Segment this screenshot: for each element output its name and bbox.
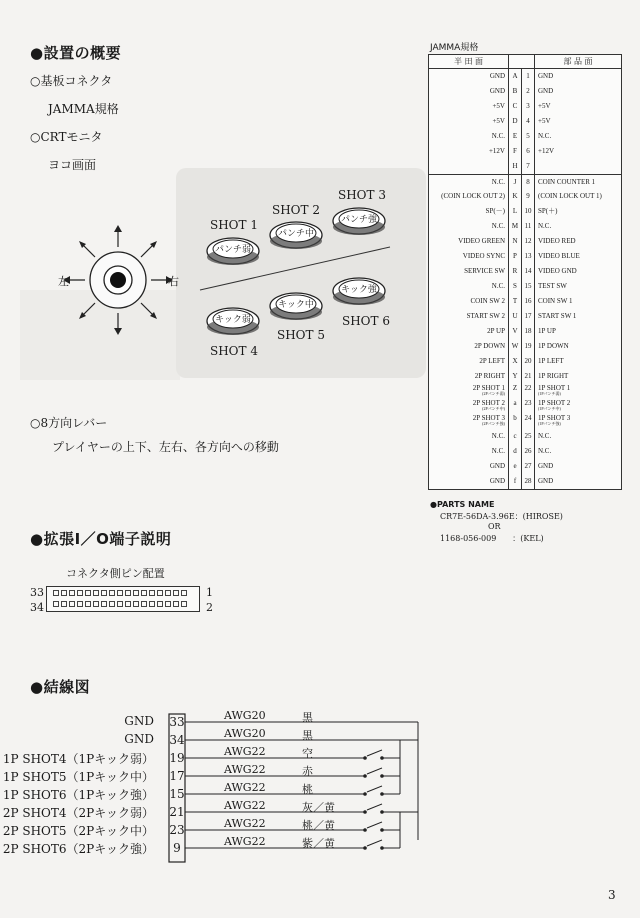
connector-pin [173,601,179,607]
expansion-connector-icon [46,586,200,612]
solder-side-pin: D [508,114,521,129]
shot1-label: SHOT 1 [210,218,258,232]
wiring-pin-number: 34 [169,733,185,747]
solder-side-signal: GND [489,72,505,80]
parts-side-signal: GND [538,87,554,95]
solder-side-pin: a [508,399,521,414]
solder-side-pin: V [508,324,521,339]
wiring-pin-number: 19 [169,751,185,765]
page-number: 3 [608,888,616,902]
parts-side-signal: GND [538,72,554,80]
parts-side-pin: 10 [521,204,535,219]
jamma-row [429,354,621,369]
solder-side-pin: E [508,129,521,144]
parts-side-pin: 9 [521,189,535,204]
wiring-signal-label: 2P SHOT5（2Pキック中） [2,824,154,838]
solder-side-signal: +5V [492,117,505,125]
connector-pin [141,601,147,607]
connector-pin [109,590,115,596]
shot4-label: SHOT 4 [210,344,258,358]
solder-side-pin: X [508,354,521,369]
connector-pin [85,590,91,596]
connector-pin [181,590,187,596]
parts-side-signal: VIDEO RED [538,237,576,245]
wiring-awg: AWG22 [224,745,266,758]
connector-pin [77,590,83,596]
jamma-row [429,309,621,324]
shot5-label: SHOT 5 [277,328,325,342]
connector-pin [61,601,67,607]
connector-pin [157,601,163,607]
connector-pin [61,590,67,596]
parts-side-pin: 22 [521,384,535,399]
connector-pin [69,601,75,607]
jamma-row [429,399,621,414]
lever-left-label: 左 [58,275,69,288]
connector-pin [181,601,187,607]
wiring-awg: AWG22 [224,763,266,776]
parts-side-signal: 1P RIGHT [538,372,569,380]
parts-side-pin: 8 [521,175,535,189]
parts-side-pin: 5 [521,129,535,144]
connector-pin [93,601,99,607]
solder-side-pin: T [508,294,521,309]
parts-side-pin: 13 [521,249,535,264]
parts-side-pin: 14 [521,264,535,279]
crt-value: ヨコ画面 [48,158,97,172]
solder-side-signal: N.C. [491,132,505,140]
connector-pin [125,590,131,596]
jamma-row [429,459,621,474]
wiring-signal-label: GND [124,732,154,746]
solder-side-pin: b [508,414,521,429]
jamma-pinout-table [428,54,622,490]
solder-side-signal: (COIN LOCK OUT 2) [441,192,505,200]
parts-side-pin: 11 [521,219,535,234]
pin-33-label: 33 [30,586,44,599]
jamma-row [429,144,621,159]
parts-side-signal: 1P LEFT [538,357,564,365]
lever-right-label: 右 [168,275,179,288]
shot4-cap: キック弱 [215,315,251,325]
connector-pin [69,590,75,596]
lever-label: ○8方向レバー [30,416,108,430]
parts-side-pin: 17 [521,309,535,324]
parts-side-pin: 15 [521,279,535,294]
solder-side-pin: K [508,189,521,204]
parts-side-signal: +5V [538,102,551,110]
parts-side-signal: +12V [538,147,555,155]
jamma-row [429,234,621,249]
solder-side-signal: GND [489,477,505,485]
jamma-row [429,324,621,339]
jamma-row [429,69,621,84]
solder-side-pin: H [508,159,521,174]
jamma-row [429,129,621,144]
parts-side-pin: 7 [521,159,535,174]
parts-side-pin: 6 [521,144,535,159]
connector-pin [149,601,155,607]
wiring-color: 空 [302,747,313,760]
parts-line1: CR7E-56DA-3.96E：(HIROSE) [440,512,563,521]
parts-side-signal: SP(＋) [538,207,558,215]
solder-side-pin: Y [508,369,521,384]
parts-side-signal: COIN SW 1 [538,297,573,305]
connector-pin [85,601,91,607]
connector-pin [101,590,107,596]
solder-side-signal: 2P UP [487,327,505,335]
solder-side-signal: VIDEO GREEN [458,237,505,245]
solder-side-pin: F [508,144,521,159]
parts-side-pin: 2 [521,84,535,99]
connector-pin [141,590,147,596]
header-parts-side: 部 品 面 [563,57,593,66]
wiring-signal-label: GND [124,714,154,728]
wiring-signal-label: 2P SHOT6（2Pキック強） [2,842,154,856]
jamma-row [429,99,621,114]
connector-pin [133,601,139,607]
parts-side-signal: N.C. [538,132,552,140]
crt-label: ○CRTモニタ [30,130,103,144]
solder-side-pin: e [508,459,521,474]
solder-side-pin: f [508,474,521,489]
solder-side-pin: P [508,249,521,264]
wiring-signal-label: 1P SHOT6（1Pキック強） [2,788,154,802]
jamma-row [429,339,621,354]
header-solder-side: 半 田 面 [453,57,484,66]
connector-pin [125,601,131,607]
wiring-pin-number: 15 [169,787,185,801]
wiring-pin-number: 33 [169,715,185,729]
jamma-row [429,219,621,234]
shot2-label: SHOT 2 [272,203,320,217]
joystick-icon [63,225,173,335]
jamma-row [429,384,621,399]
jamma-row [429,279,621,294]
parts-side-pin: 19 [521,339,535,354]
solder-side-pin: Z [508,384,521,399]
parts-side-pin: 25 [521,429,535,444]
parts-side-pin: 4 [521,114,535,129]
wiring-signal-label: 1P SHOT4（1Pキック弱） [2,752,154,766]
parts-side-signal [535,159,621,174]
parts-side-pin: 27 [521,459,535,474]
jamma-row [429,159,621,174]
parts-side-signal: 1P DOWN [538,342,569,350]
shot1-cap: パンチ弱 [214,245,251,255]
wiring-pin-number: 21 [169,805,185,819]
jamma-row [429,264,621,279]
solder-side-signal: +12V [488,147,505,155]
solder-side-pin: c [508,429,521,444]
wiring-pin-number: 23 [169,823,185,837]
connector-pin [157,590,163,596]
parts-side-signal: GND [538,462,554,470]
solder-side-signal: 2P LEFT [479,357,505,365]
solder-side-signal: N.C. [491,222,505,230]
wiring-awg: AWG22 [224,781,266,794]
solder-side-pin: U [508,309,521,324]
parts-side-signal: START SW 1 [538,312,577,320]
connector-pin [77,601,83,607]
connector-pin [117,601,123,607]
solder-side-pin: A [508,69,521,84]
lever-description: プレイヤーの上下、左右、各方向への移動 [52,440,279,454]
section-title-wiring: ●結線図 [30,678,91,696]
wiring-awg: AWG22 [224,817,266,830]
section-title-expansion-io: ●拡張I／O端子説明 [30,530,172,548]
solder-side-pin: B [508,84,521,99]
parts-name-title: ●PARTS NAME [430,500,495,509]
jamma-row [429,114,621,129]
wiring-awg: AWG20 [224,709,266,722]
parts-side-pin: 18 [521,324,535,339]
jamma-row [429,294,621,309]
wiring-pin-number: 9 [173,841,181,855]
parts-side-pin: 16 [521,294,535,309]
parts-side-signal: 1P SHOT 2 (1Pパンチ中) [538,399,571,411]
parts-side-signal: N.C. [538,222,552,230]
wiring-color: 灰／黄 [302,801,335,814]
solder-side-signal: 2P SHOT 1 (2Pパンチ弱) [472,384,505,396]
solder-side-pin: S [508,279,521,294]
wiring-awg: AWG22 [224,799,266,812]
solder-side-signal [429,159,508,174]
shot2-cap: パンチ中 [277,229,314,239]
solder-side-pin: d [508,444,521,459]
connector-caption: コネクタ側ピン配置 [66,567,165,580]
pin-34-label: 34 [30,601,44,614]
solder-side-signal: 2P RIGHT [474,372,505,380]
parts-side-signal: +5V [538,117,551,125]
wiring-color: 桃／黄 [302,819,335,832]
solder-side-pin: R [508,264,521,279]
shot6-cap: キック強 [341,285,377,295]
parts-side-pin: 24 [521,414,535,429]
shot3-cap: パンチ強 [340,215,377,225]
parts-side-signal: GND [538,477,554,485]
connector-pin [109,601,115,607]
solder-side-pin: J [508,175,521,189]
parts-side-pin: 26 [521,444,535,459]
parts-side-signal: COIN COUNTER 1 [538,178,596,186]
parts-line2: 1168-056-009 ：(KEL) [440,534,544,543]
pin-1-label: 1 [206,586,213,599]
solder-side-signal: N.C. [491,447,505,455]
solder-side-signal: N.C. [491,178,505,186]
solder-side-pin: W [508,339,521,354]
shot3-label: SHOT 3 [338,188,386,202]
jamma-row [429,189,621,204]
connector-pin [173,590,179,596]
wiring-rows [0,709,420,872]
wiring-color: 赤 [302,765,313,778]
wiring-signal-label: 1P SHOT5（1Pキック中） [2,770,154,784]
pin-2-label: 2 [206,601,213,614]
wiring-color: 黒 [302,729,313,742]
jamma-row [429,444,621,459]
connector-pin [53,601,59,607]
jamma-row [429,414,621,429]
jamma-row [429,204,621,219]
jamma-row [429,84,621,99]
connector-pin [149,590,155,596]
solder-side-signal: GND [489,462,505,470]
solder-side-signal: VIDEO SYNC [462,252,505,260]
parts-or: OR [488,522,501,531]
solder-side-signal: GND [489,87,505,95]
jamma-row [429,369,621,384]
jamma-title: JAMMA規格 [430,43,479,53]
parts-side-signal: TEST SW [538,282,567,290]
solder-side-signal: COIN SW 2 [470,297,505,305]
solder-side-pin: C [508,99,521,114]
board-connector-value: JAMMA規格 [48,102,119,116]
solder-side-signal: START SW 2 [466,312,505,320]
solder-side-pin: N [508,234,521,249]
parts-side-pin: 21 [521,369,535,384]
solder-side-signal: N.C. [491,432,505,440]
jamma-row [429,174,621,189]
parts-side-signal: VIDEO GND [538,267,577,275]
parts-side-signal: (COIN LOCK OUT 1) [538,192,602,200]
connector-pin [165,590,171,596]
connector-pin [53,590,59,596]
section-title-setup: ●設置の概要 [30,44,122,62]
wiring-color: 桃 [302,783,313,796]
solder-side-pin: M [508,219,521,234]
solder-side-signal: 2P DOWN [474,342,505,350]
wiring-color: 紫／黄 [302,837,335,850]
parts-side-pin: 1 [521,69,535,84]
solder-side-signal: N.C. [491,282,505,290]
solder-side-signal: SP(－) [485,207,505,215]
wiring-signal-label: 2P SHOT4（2Pキック弱） [2,806,154,820]
board-connector-label: ○基板コネクタ [30,74,113,88]
shot6-label: SHOT 6 [342,314,390,328]
shot5-cap: キック中 [278,300,314,310]
connector-pin [117,590,123,596]
connector-pin [93,590,99,596]
parts-side-signal: 1P UP [538,327,556,335]
solder-side-pin: L [508,204,521,219]
solder-side-signal: +5V [492,102,505,110]
solder-side-signal: 2P SHOT 3 (2Pパンチ強) [472,414,505,426]
parts-side-signal: 1P SHOT 1 (1Pパンチ弱) [538,384,571,396]
parts-side-signal: VIDEO BLUE [538,252,580,260]
wiring-pin-number: 17 [169,769,185,783]
wiring-color: 黒 [302,711,313,724]
wiring-awg: AWG20 [224,727,266,740]
connector-pin [133,590,139,596]
solder-side-signal: SERVICE SW [464,267,505,275]
parts-side-pin: 20 [521,354,535,369]
jamma-row [429,474,621,489]
parts-side-pin: 3 [521,99,535,114]
solder-side-signal: 2P SHOT 2 (2Pパンチ中) [472,399,505,411]
parts-side-signal: N.C. [538,432,552,440]
parts-side-signal: 1P SHOT 3 (1Pパンチ強) [538,414,571,426]
jamma-row [429,249,621,264]
parts-side-signal: N.C. [538,447,552,455]
jamma-row [429,429,621,444]
connector-pin [165,601,171,607]
wiring-awg: AWG22 [224,835,266,848]
connector-pin [101,601,107,607]
parts-side-pin: 28 [521,474,535,489]
parts-side-pin: 23 [521,399,535,414]
parts-side-pin: 12 [521,234,535,249]
